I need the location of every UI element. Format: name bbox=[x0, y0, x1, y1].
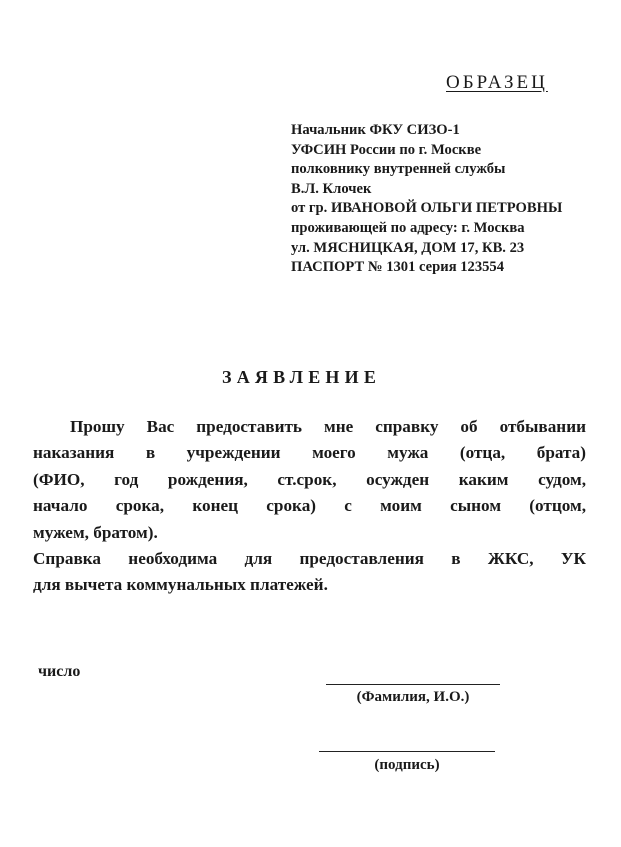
name-caption: (Фамилия, И.О.) bbox=[356, 689, 470, 705]
signature-caption: (подпись) bbox=[374, 757, 440, 773]
statement-body bbox=[33, 414, 586, 599]
addressee-line: Начальник ФКУ СИЗО-1 bbox=[291, 122, 460, 138]
body-line: мужем, братом). bbox=[33, 522, 158, 542]
addressee-line: от гр. ИВАНОВОЙ ОЛЬГИ ПЕТРОВНЫ bbox=[291, 200, 563, 217]
addressee-line: ПАСПОРТ № 1301 серия 123554 bbox=[291, 259, 505, 276]
name-line bbox=[326, 684, 500, 685]
document-title: ЗАЯВЛЕНИЕ bbox=[222, 367, 382, 387]
addressee-line: В.Л. Клочек bbox=[291, 180, 372, 197]
addressee-line: полковнику внутренней службы bbox=[291, 161, 506, 178]
body-line: Справка необходима для предоставления в ЖКС, УК bbox=[33, 549, 586, 569]
addressee-line: УФСИН России по г. Москве bbox=[291, 141, 482, 158]
addressee-block bbox=[291, 121, 562, 278]
sample-label: ОБРАЗЕЦ bbox=[446, 72, 548, 93]
body-line: наказания в учреждении моего мужа (отца, брата) bbox=[33, 443, 586, 463]
date-label: число bbox=[38, 663, 81, 680]
addressee-line: ул. МЯСНИЦКАЯ, ДОМ 17, КВ. 23 bbox=[291, 239, 525, 256]
addressee-line: проживающей по адресу: г. Москва bbox=[291, 219, 525, 236]
body-line: начало срока, конец срока) с моим сыном (отцом, bbox=[33, 496, 586, 516]
signature-line bbox=[319, 751, 495, 752]
body-line: Прошу Вас предоставить мне справку об отбывании bbox=[70, 417, 586, 436]
body-line: (ФИО, год рождения, ст.срок, осужден каким судом, bbox=[33, 469, 586, 489]
body-line: для вычета коммунальных платежей. bbox=[33, 575, 328, 595]
